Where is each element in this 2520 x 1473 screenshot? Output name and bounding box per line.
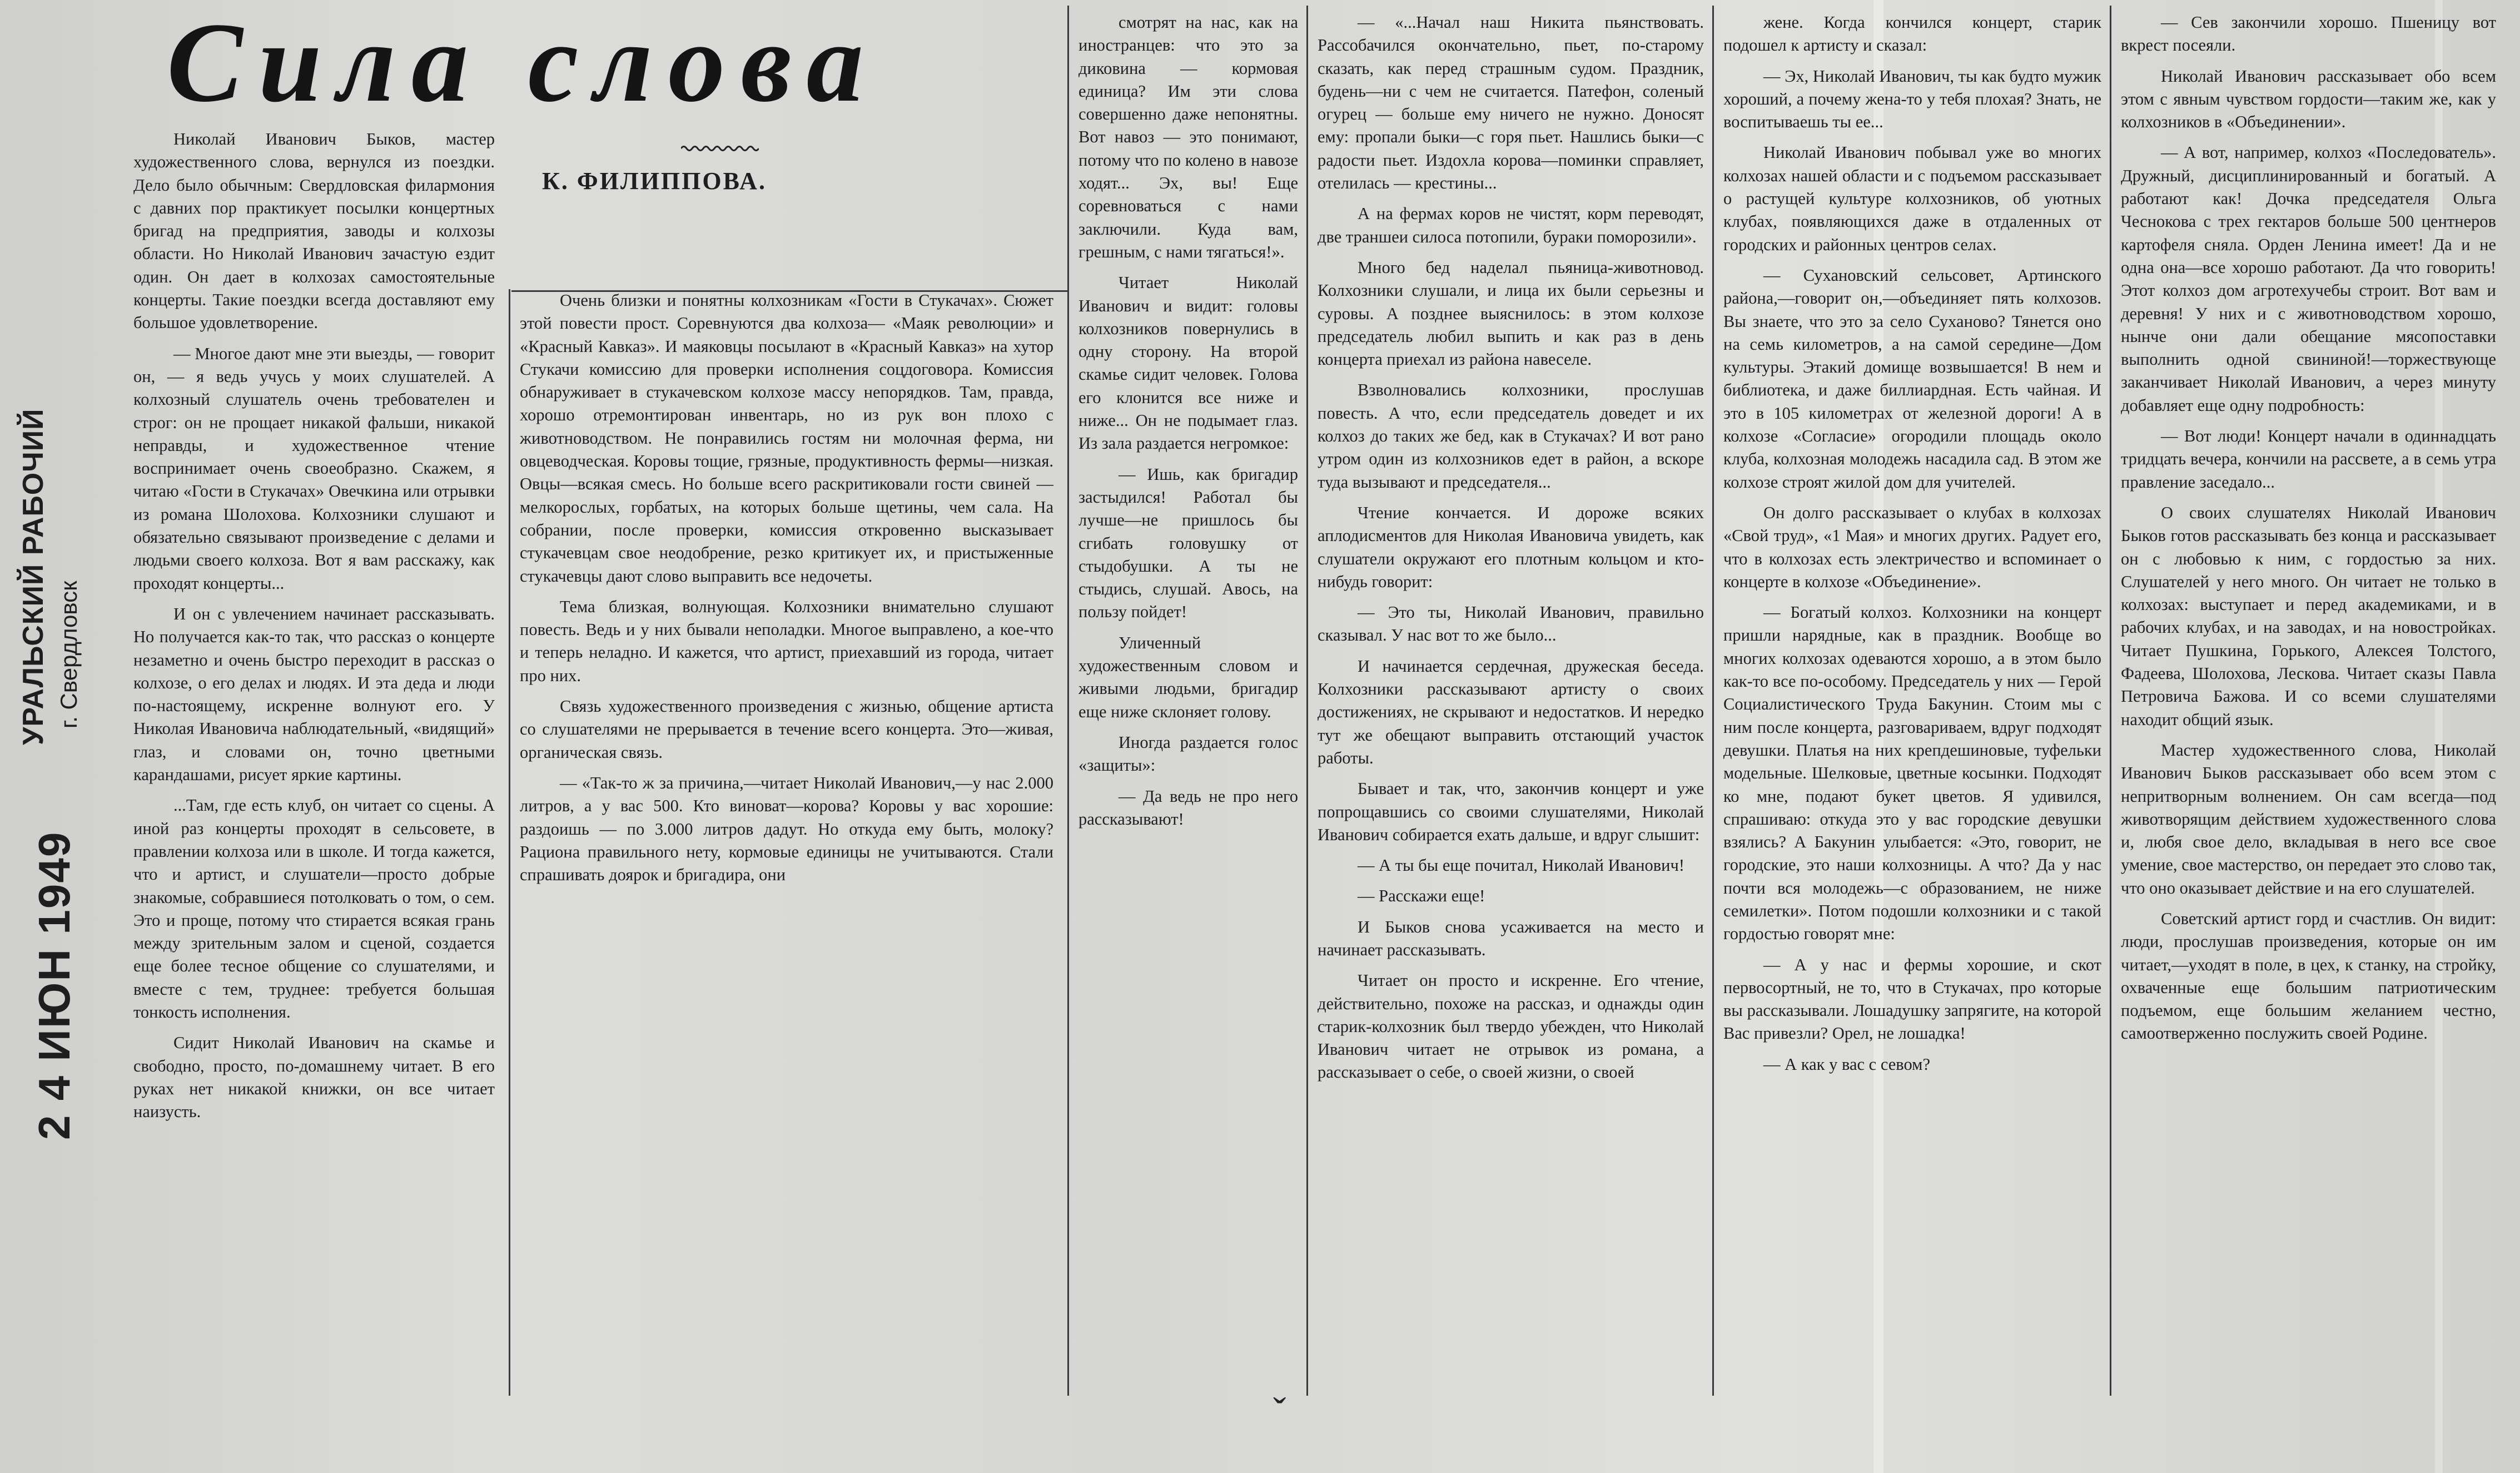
- paragraph: Николай Иванович рассказывает обо всем этом с явным чувством гордости—таким же, как у колхозников в «Объединении».: [2121, 66, 2496, 132]
- paragraph: Связь художественного произведения с жизнью, общение артиста со слушателями не прерывается в течение всего концерта. Это—живая, органическая связь.: [520, 697, 1053, 762]
- column-divider: [509, 289, 510, 1396]
- paragraph: Тема близкая, волнующая. Колхозники внимательно слушают повесть. Ведь и у них бывали неполадки. Многое выправлено, а кое-что и теперь неладно. И кажется, что артист, приехавший из города, читает про них.: [520, 597, 1053, 685]
- paragraph: — Расскажи еще!: [1358, 886, 1485, 906]
- article-column-6: [2121, 11, 2496, 1418]
- paragraph: — А у нас и фермы хорошие, и скот первосортный, не то, что в Стукачах, про которые вы рассказывали. Лошадушку запрягите, на которой Вас привезли? Орел, не лошадка!: [1723, 955, 2101, 1043]
- paragraph: — А как у вас с севом?: [1763, 1054, 1930, 1074]
- publication-name: УРАЛЬСКИЙ РАБОЧИЙ: [17, 408, 49, 745]
- paragraph: Николай Иванович Быков, мастер художественного слова, вернулся из поездки. Дело было обычным: Свердловская филармония с давних пор практикует посылки концертных бригад на предприятия, заводы и колхозы области. Но Николай Иванович зачастую ездит один. Он дает в колхозах самостоятельные концерты. Такие поездки всегда доставляют ему большое удовлетворение.: [133, 130, 495, 333]
- paragraph: — «Так-то ж за причина,—читает Николай Иванович,—у нас 2.000 литров, а у вас 500. Кто виноват—корова? Коровы у вас хорошие: раздоишь — по 3.000 литров дадут. Но откуда ему быть, молоку? Рациона правильного нету, кормовые единицы не учитываются. Стали спрашивать доярок и бригадира, они: [520, 773, 1053, 885]
- paragraph: Много бед наделал пьяница-животновод. Колхозники слушали, и лица их были серьезны и суровы. А позднее выяснилось: в этом колхозе председатель любил выпить и как раз в день концерта приехал из района навеселе.: [1318, 257, 1704, 369]
- paragraph: Мастер художественного слова, Николай Иванович Быков рассказывает обо всем этом с непритворным волнением. Он сам всегда—под животворящим действием художественного слова и, любя свое дело, вкладывая в него все свое умение, свое мастерство, он передает это слово так, что оно оказывает действие и на его слушателей.: [2121, 740, 2496, 897]
- paragraph: И Быков снова усаживается на место и начинает рассказывать.: [1318, 917, 1704, 959]
- article-column-1: [133, 128, 495, 1418]
- date-stamp-text: 2 4 ИЮН 1949: [29, 831, 79, 1140]
- article-column-4: [1318, 11, 1704, 1418]
- paragraph: О своих слушателях Николай Иванович Быков готов рассказывать без конца и рассказывает он с любовью к ним, с гордостью за них. Слушателей у него много. Он читает не только в колхозах: выступает и перед академиками, и в рабочих клубах, и на заводах, и на новостройках. Читает Пушкина, Горького, Алексея Толстого, Фадеева, Шолохова, Лескова. Читает сказы Павла Петровича Бажова. И со всеми слушателями находит общий язык.: [2121, 503, 2496, 729]
- article-column-5: [1723, 11, 2101, 1418]
- article-title: Сила слова: [167, 0, 879, 126]
- paragraph: Николай Иванович побывал уже во многих колхозах нашей области и с подъемом рассказывает о растущей культуре колхозников, об уютных клубах, появляющихся даже в отдаленных от городских и районных центров селах.: [1723, 143, 2101, 254]
- date-stamp: [18, 831, 79, 1145]
- column-divider: [1712, 6, 1714, 1396]
- paragraph: Очень близки и понятны колхозникам «Гости в Стукачах». Сюжет этой повести прост. Соревнуются два колхоза— «Маяк революции» и «Красный Кавказ». И маяковцы посылают в «Красный Кавказ» на хутор Стукачи комиссию для проверки исполнения соцдоговора. Комиссия обнаруживает в стукачевском колхозе массу непорядков. Там, правда, хорошо отремонтирован инвентарь, но из рук вон плохо с животноводством. Не понравились гостям ни молочная ферма, ни овцеводческая. Коровы тощие, грязные, продуктивность фермы—низкая. Овцы—всякая смесь. Но больше всего раскритиковали гости свиней — мелкорослых, горбатых, на которых больше щетины, чем сала. На собрании, после проверки, комиссия откровенно высказывает стукачевцам свое неодобрение, резко критикует их, и пристыженные стукачевцы дают слово выправить все недочеты.: [520, 291, 1053, 586]
- paragraph: — Вот люди! Концерт начали в одиннадцать тридцать вечера, кончили на рассвете, а в семь утра правление заседало...: [2121, 426, 2496, 492]
- paragraph: Он долго рассказывает о клубах в колхозах «Свой труд», «1 Мая» и многих других. Радует его, что в колхозах есть электричество и вспоминает о концерте в колхозе «Объединение».: [1723, 503, 2101, 591]
- byline-ornament: [681, 145, 759, 152]
- paragraph: — Сев закончили хорошо. Пшеницу вот вкрест посеяли.: [2121, 13, 2496, 55]
- publication-label: [4, 408, 88, 751]
- column-divider: [1306, 6, 1308, 1396]
- paragraph: Читает он просто и искренне. Его чтение, действительно, похоже на рассказ, и однажды один старик-колхозник был твердо убежден, что Николай Иванович читает не отрывок из романа, а рассказывает о себе, о своей жизни, о своей: [1318, 971, 1704, 1082]
- paragraph: — Эх, Николай Иванович, ты как будто мужик хороший, а почему жена-то у тебя плохая? Знать, не воспитываешь ты ее...: [1723, 66, 2101, 132]
- article-byline: К. ФИЛИППОВА.: [542, 167, 767, 195]
- paragraph: А на фермах коров не чистят, корм переводят, две траншеи силоса потопили, бураки поморозили».: [1318, 204, 1704, 246]
- paragraph: — Да ведь не про него рассказывают!: [1078, 786, 1298, 829]
- paragraph: — Многое дают мне эти выезды, — говорит он, — я ведь учусь у моих слушателей. А колхозный слушатель очень требователен и строг: он не прощает никакой фальши, никакой неправды, и художественное чтение воспринимает очень своеобразно. Скажем, я читаю «Гости в Стукачах» Овечкина или отрывки из романа Шолохова. Колхозники слушают и обязательно связывают произведение с делами и людьми своего колхоза. Вот я вам расскажу, как проходят концерты...: [133, 344, 495, 593]
- paragraph: — Богатый колхоз. Колхозники на концерт пришли нарядные, как в праздник. Вообще во многих колхозах одеваются хорошо, а в этом было как-то все по-особому. Председатель у них — Герой Социалистического Труда Бакунин. Стоим мы с ним после концерта, разговариваем, вдруг подходят девушки. Платья на них крепдешиновые, туфельки модельные. Шелковые, цветные косынки. Подходят ко мне, подают букет цветов. Я удивился, спрашиваю: откуда это у вас городские девушки взялись? А Бакунин улыбается: «Это, говорит, не городские, это наши колхозницы. А что? Да у нас почти вся молодежь—с образованием, не ниже семилетки». Потом подошли колхозники и с такой гордостью говорят мне:: [1723, 603, 2101, 944]
- paragraph: Чтение кончается. И дороже всяких аплодисментов для Николая Ивановича увидеть, как слушатели окружают его плотным кольцом и кто-нибудь говорит:: [1318, 503, 1704, 591]
- paragraph: ...Там, где есть клуб, он читает со сцены. А иной раз концерты проходят в сельсовете, в правлении колхоза или в школе. И тогда кажется, что и артист, и слушатели—просто добрые знакомые, собравшиеся потолковать о том, о сем. Это и проще, потому что стирается всякая грань между зрительным залом и сценой, создается еще более тесное общение со слушателями, и вместе с тем, труднее: требуется большая тонкость исполнения.: [133, 796, 495, 1021]
- paragraph: Взволновались колхозники, прослушав повесть. А что, если председатель доведет и их колхоз до таких же бед, как в Стукачах? И вот рано утром один из колхозников едет в район, а вскоре туда вызывают и председателя...: [1318, 380, 1704, 492]
- paragraph: Бывает и так, что, закончив концерт и уже попрощавшись со своими слушателями, Николай Иванович собирается ехать дальше, и вдруг слышит:: [1318, 779, 1704, 844]
- paragraph: — Это ты, Николай Иванович, правильно сказывал. У нас вот то же было...: [1318, 603, 1704, 645]
- paragraph: И он с увлечением начинает рассказывать. Но получается как-то так, что рассказ о концерте незаметно и очень быстро переходит в рассказ о колхозе, о его делах и людях. И эта деда и люди по-настоящему, искренне волнуют его. У Николая Ивановича наблюдательный, «видящий» глаз, и словами он, точно цветными карандашами, рисует яркие картины.: [133, 604, 495, 785]
- article-column-2: [520, 289, 1053, 1424]
- column-divider: [2110, 6, 2111, 1396]
- paragraph: И начинается сердечная, дружеская беседа. Колхозники рассказывают артисту о своих достижениях, не скрывают и недостатков. И нередко тут же обещают выправить отстающий участок работы.: [1318, 656, 1704, 767]
- paragraph: жене. Когда кончился концерт, старик подошел к артисту и сказал:: [1723, 13, 2101, 55]
- paragraph: смотрят на нас, как на иностранцев: что это за диковина — кормовая единица? Им эти слова совершенно даже непонятны. Вот навоз — это понимают, потому что по колено в навозе ходят... Эх, вы! Еще соревноваться с нами заключили. Куда вам, грешным, с нами тягаться!».: [1078, 13, 1298, 261]
- print-mark: ˇ: [1273, 1391, 1286, 1434]
- paragraph: Уличенный художественным словом и живыми людьми, бригадир еще ниже склоняет голову.: [1078, 633, 1298, 721]
- paragraph: — Ишь, как бригадир застыдился! Работал бы лучше—не пришлось бы сгибать головушку от стыдобушки. А ты не стыдись, слушай. Авось, на пользу пойдет!: [1078, 464, 1298, 622]
- paragraph: — Сухановский сельсовет, Артинского района,—говорит он,—объединяет пять колхозов. Вы знаете, что это за село Суханово? Тянется оно на семь километров, а на самой середине—Дом культуры. Этакий домище возвышается! В нем и библиотека, и даже биллиардная. Есть чайная. И это в 105 километрах от железной дороги! А в колхозе «Согласие» огородили площадь около клуба, колхозная молодежь насадила сад. В этом же колхозе строят жилой дом для учителей.: [1723, 265, 2101, 492]
- publication-city: г. Свердловск: [56, 581, 82, 728]
- paragraph: — А вот, например, колхоз «Последователь». Дружный, дисциплинированный и богатый. А работают как! Дочка председателя Ольга Чеснокова с трех гектаров больше 500 центнеров картофеля сняла. Орден Ленина имеет! Да и не одна она—все хорошо работают. Да что говорить! Этот колхоз дом агротехучебы строит. Вот вам и деревня! У них и с животноводством хорошо, нынче они дали обещание мясопоставки выполнить одной свининой!—торжествующе заканчивает Николай Иванович, а через минуту добавляет еще одну подробность:: [2121, 143, 2496, 415]
- paragraph: Иногда раздается голос «защиты»:: [1078, 732, 1298, 775]
- paragraph: — «...Начал наш Никита пьянствовать. Рассобачился окончательно, пьет, по-старому сказать, как перед страшным судом. Праздник, будень—ни с чем не считается. Патефон, соленый огурец — больше ему ничего не нужно. Доносят ему: пропали быки—с горя пьет. Нашлись быки—с радости пьет. Издохла корова—поминки справляет, отелилась — крестины...: [1318, 13, 1704, 193]
- paragraph: Советский артист горд и счастлив. Он видит: люди, прослушав произведения, которые он им читает,—уходят в поле, в цех, к станку, на стройку, охваченные еще большим патриотическим подъемом, еще большим желанием честно, самоотверженно послужить своей Родине.: [2121, 909, 2496, 1043]
- article-column-3a: [1078, 11, 1298, 1418]
- paragraph: — А ты бы еще почитал, Николай Иванович!: [1358, 856, 1684, 875]
- column-divider: [1067, 6, 1069, 1396]
- paragraph: Читает Николай Иванович и видит: головы колхозников повернулись в одну сторону. На второй скамье сидит человек. Голова его клонится все ниже и ниже... Он не подымает глаз. Из зала раздается негромкое:: [1078, 273, 1298, 453]
- paragraph: Сидит Николай Иванович на скамье и свободно, просто, по-домашнему читает. В его руках нет никакой книжки, он все читает наизусть.: [133, 1033, 495, 1122]
